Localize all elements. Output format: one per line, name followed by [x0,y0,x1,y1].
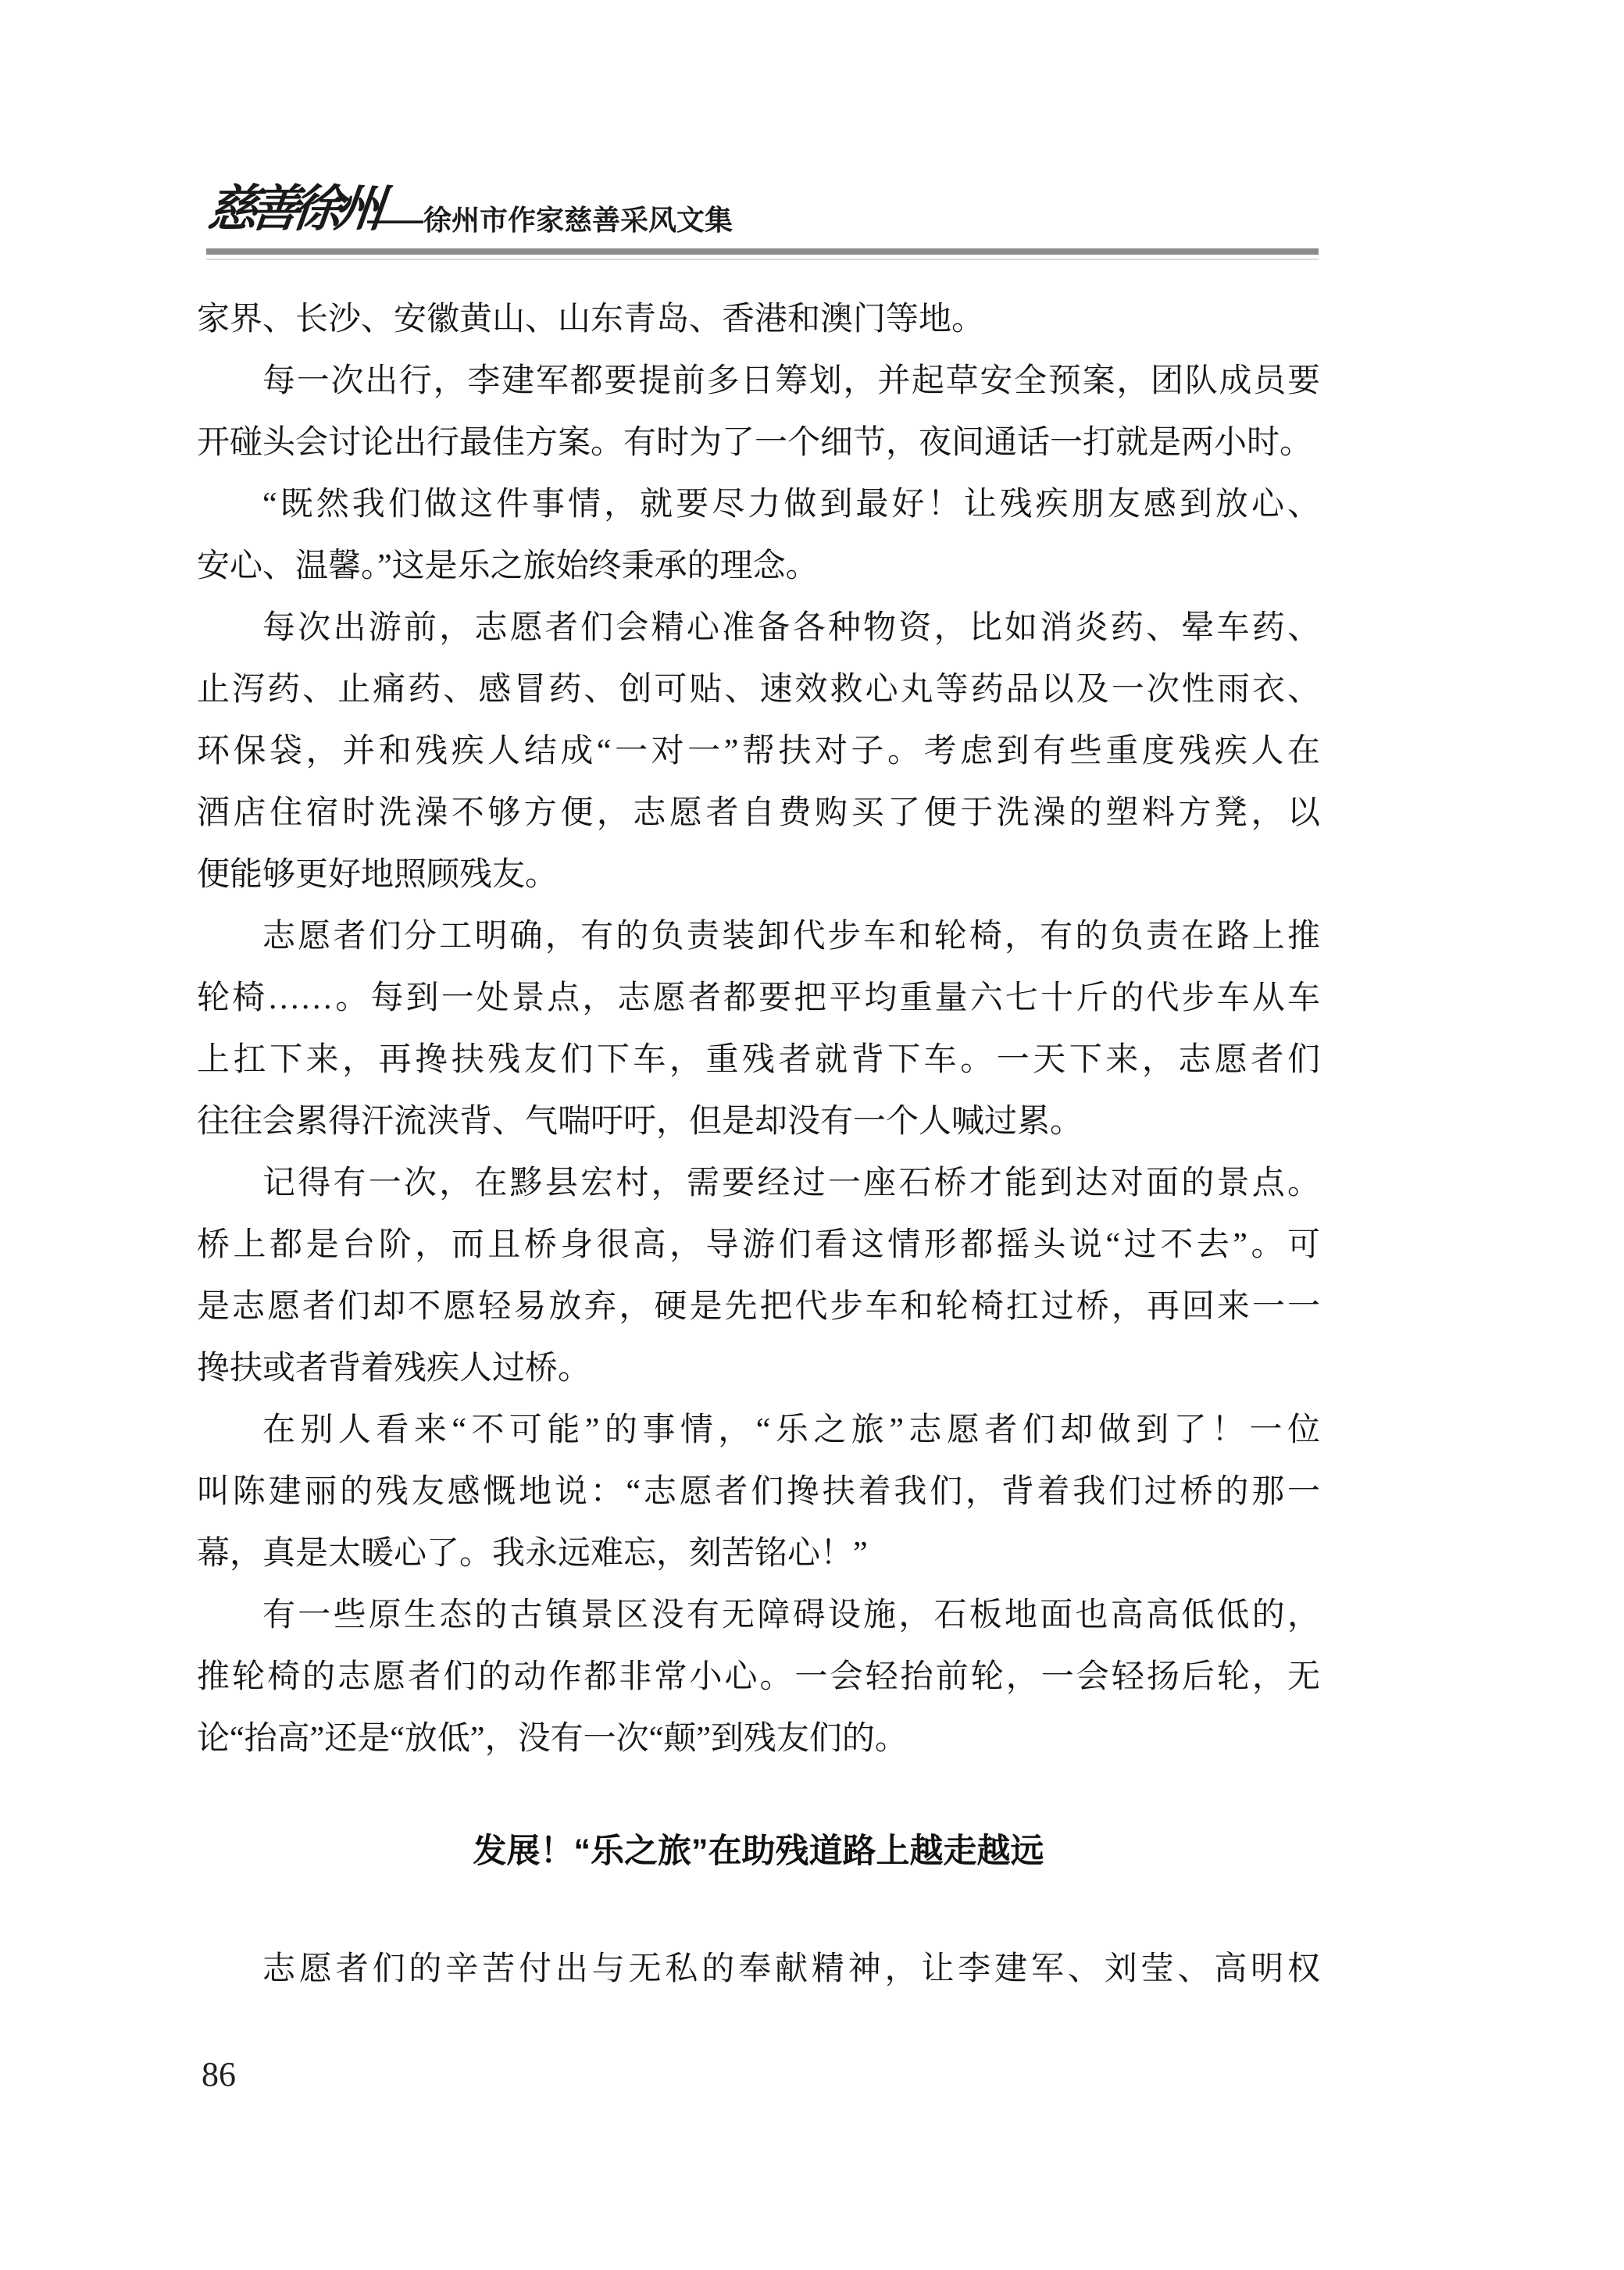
text-line: 幕，真是太暖心了。我永远难忘，刻苦铭心！” [197,1536,868,1572]
paragraph [197,289,1320,351]
text-line: 上扛下来，再搀扶残友们下车，重残者就背下车。一天下来，志愿者们 [197,1042,1320,1078]
text-line: 记得有一次，在黟县宏村，需要经过一座石桥才能到达对面的景点。 [262,1165,1320,1201]
paragraph [197,1939,1320,2001]
text-line: 每次出游前，志愿者们会精心准备各种物资，比如消炎药、晕车药、 [262,610,1320,646]
text-line: 叫陈建丽的残友感慨地说：“志愿者们搀扶着我们，背着我们过桥的那一 [197,1474,1320,1510]
paragraph [197,1153,1320,1400]
text-line: 便能够更好地照顾残友。 [197,857,559,893]
text-line: 往往会累得汗流浃背、气喘吁吁，但是却没有一个人喊过累。 [197,1104,1083,1140]
text-line: 轮椅……。每到一处景点，志愿者都要把平均重量六七十斤的代步车从车 [197,980,1320,1016]
paragraph [197,906,1320,1153]
paragraph [197,474,1320,598]
text-line: 搀扶或者背着残疾人过桥。 [197,1351,591,1387]
header-rule-thin [206,259,1319,260]
text-line: 止泻药、止痛药、感冒药、创可贴、速效救心丸等药品以及一次性雨衣、 [197,672,1320,708]
book-logo-calligraphy: 慈善徐州 [205,181,380,237]
text-line: 家界、长沙、安徽黄山、山东青岛、香港和澳门等地。 [197,302,985,337]
text-line: 在别人看来“不可能”的事情，“乐之旅”志愿者们却做到了！一位 [262,1412,1320,1448]
text-line: 酒店住宿时洗澡不够方便，志愿者自费购买了便于洗澡的塑料方凳，以 [197,795,1320,831]
text-line: 桥上都是台阶，而且桥身很高，导游们看这情形都摇头说“过不去”。可 [197,1227,1320,1263]
header-subtitle-text: 徐州市作家慈善采风文集 [423,204,733,236]
header-dash: —— [367,204,423,236]
text-line: 是志愿者们却不愿轻易放弃，硬是先把代步车和轮椅扛过桥，再回来一一 [197,1289,1320,1325]
paragraph [197,598,1320,906]
body-text [197,289,1320,2001]
paragraph [197,1585,1320,1770]
text-line: 推轮椅的志愿者们的动作都非常小心。一会轻抬前轮，一会轻扬后轮，无 [197,1659,1320,1695]
header-rule [206,248,1319,255]
text-line: “既然我们做这件事情，就要尽力做到最好！让残疾朋友感到放心、 [262,487,1320,523]
text-line: 有一些原生态的古镇景区没有无障碍设施，石板地面也高高低低的， [262,1597,1320,1633]
paragraph [197,1400,1320,1585]
text-line: 环保袋，并和残疾人结成“一对一”帮扶对子。考虑到有些重度残疾人在 [197,733,1320,769]
section-heading: 发展！“乐之旅”在助残道路上越走越远 [473,1833,1044,1870]
header-subtitle [367,203,733,237]
text-line: 开碰头会讨论出行最佳方案。有时为了一个细节，夜间通话一打就是两小时。 [197,425,1313,461]
text-line: 论“抬高”还是“放低”，没有一次“颠”到残友们的。 [197,1721,908,1757]
page-number: 86 [202,2055,236,2093]
text-line: 志愿者们的辛苦付出与无私的奉献精神，让李建军、刘莹、高明权 [262,1951,1320,1987]
text-line: 志愿者们分工明确，有的负责装卸代步车和轮椅，有的负责在路上推 [262,919,1320,955]
text-line: 安心、温馨。”这是乐之旅始终秉承的理念。 [197,548,819,584]
text-line: 每一次出行，李建军都要提前多日筹划，并起草安全预案，团队成员要 [262,363,1320,399]
paragraph [197,351,1320,474]
